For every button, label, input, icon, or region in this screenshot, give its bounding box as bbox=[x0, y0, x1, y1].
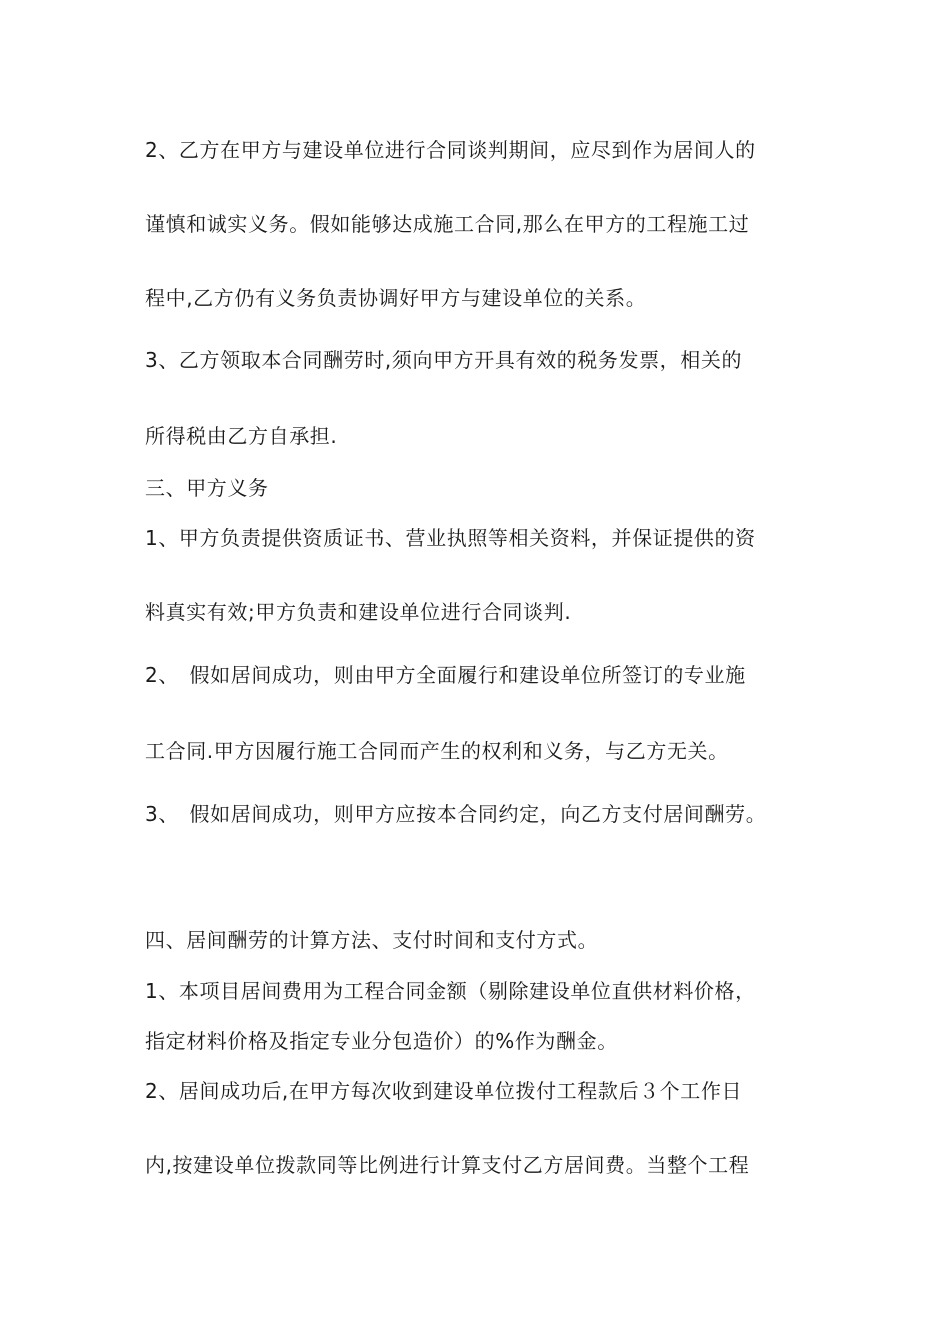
paragraph-line: 指定材料价格及指定专业分包造价）的%作为酬金。 bbox=[145, 1029, 618, 1053]
paragraph-line: 2、居间成功后,在甲方每次收到建设单位拨付工程款后３个工作日 bbox=[145, 1079, 743, 1103]
paragraph-line: 2、乙方在甲方与建设单位进行合同谈判期间，应尽到作为居间人的 bbox=[145, 138, 756, 162]
paragraph-line: 工合同.甲方因履行施工合同而产生的权利和义务，与乙方无关。 bbox=[145, 739, 729, 763]
paragraph-line: 料真实有效;甲方负责和建设单位进行合同谈判. bbox=[145, 600, 572, 624]
paragraph-line: 内,按建设单位拨款同等比例进行计算支付乙方居间费。当整个工程 bbox=[145, 1153, 750, 1177]
paragraph-line: 3、 假如居间成功，则甲方应按本合同约定，向乙方支付居间酬劳。 bbox=[145, 802, 767, 826]
section-heading: 三、甲方义务 bbox=[145, 476, 269, 500]
paragraph-line: 1、甲方负责提供资质证书、营业执照等相关资料，并保证提供的资 bbox=[145, 526, 756, 550]
paragraph-line: 1、本项目居间费用为工程合同金额（剔除建设单位直供材料价格， bbox=[145, 979, 756, 1003]
paragraph-line: 程中,乙方仍有义务负责协调好甲方与建设单位的关系。 bbox=[145, 286, 647, 310]
paragraph-line: 2、 假如居间成功，则由甲方全面履行和建设单位所签订的专业施 bbox=[145, 663, 746, 687]
section-heading: 四、居间酬劳的计算方法、支付时间和支付方式。 bbox=[145, 928, 599, 952]
paragraph-line: 谨慎和诚实义务。假如能够达成施工合同,那么在甲方的工程施工过 bbox=[145, 212, 750, 236]
paragraph-line: 所得税由乙方自承担. bbox=[145, 424, 338, 448]
paragraph-line: 3、乙方领取本合同酬劳时,须向甲方开具有效的税务发票，相关的 bbox=[145, 348, 743, 372]
